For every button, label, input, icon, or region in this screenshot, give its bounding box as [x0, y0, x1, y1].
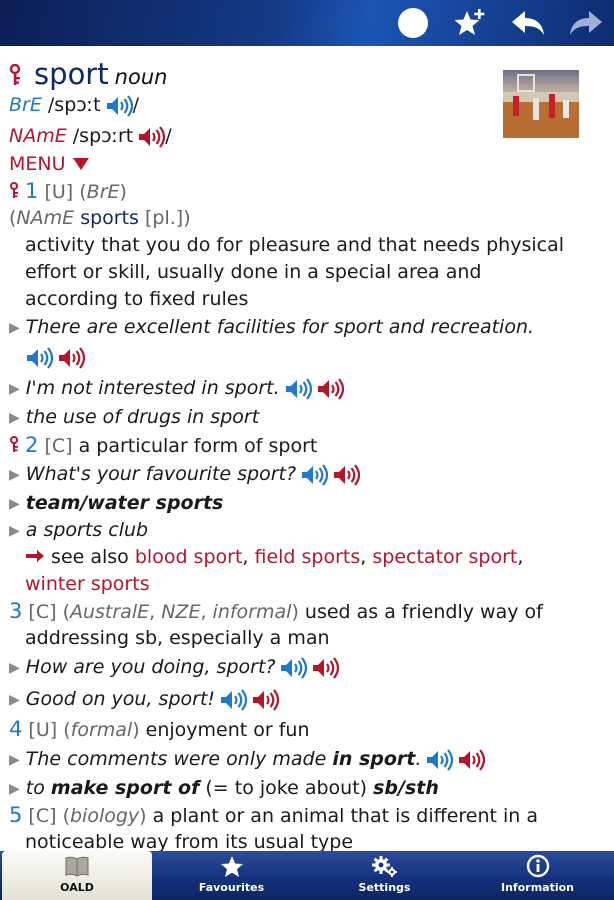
star-icon [220, 855, 244, 877]
cross-ref-link[interactable]: field sports [254, 546, 361, 568]
variant-form: sports [80, 207, 139, 229]
definition: enjoyment or fun [145, 719, 310, 741]
sense-4-header: 4 [U] (formal) enjoyment or fun [9, 717, 310, 741]
bre-label: BrE [9, 94, 42, 116]
see-also: see also blood sport, field sports, spectator sport, [25, 544, 523, 570]
triangle-right-icon: ▶ [9, 660, 20, 676]
example: ▶ I'm not interested in sport. [9, 375, 344, 403]
example: ▶ Good on you, sport! [9, 686, 279, 714]
tab-settings[interactable] [308, 851, 461, 900]
back-button[interactable] [510, 6, 546, 40]
see-also-cont [25, 571, 150, 597]
speaker-icon[interactable] [457, 749, 485, 771]
headword: sport [34, 57, 109, 91]
triangle-right-icon: ▶ [9, 410, 20, 426]
region-label: NZE [161, 601, 201, 623]
star-plus-icon [453, 7, 487, 39]
speaker-icon[interactable] [425, 749, 453, 771]
triangle-right-icon: ▶ [9, 381, 20, 397]
name-phonetic: /spɔːrt [72, 125, 134, 147]
british-pronunciation [9, 92, 139, 118]
toolbar [0, 0, 614, 46]
tab-favourites[interactable] [155, 851, 308, 900]
example: ▶ a sports club [9, 519, 149, 541]
sense-number: 5 [9, 803, 23, 827]
circle-button[interactable] [395, 6, 431, 40]
definition-line: noticeable way from its usual type [25, 831, 354, 851]
sense-number: 2 [25, 433, 39, 457]
definition-line: effort or skill, usually done in a special area and [25, 261, 482, 283]
speaker-icon[interactable] [251, 689, 279, 711]
grammar-code: [pl.] [145, 207, 184, 229]
arrow-right-icon [25, 549, 45, 563]
triangle-right-icon: ▶ [9, 523, 20, 539]
triangle-right-icon: ▶ [9, 320, 20, 336]
grammar-code: [C] [28, 601, 57, 623]
part-of-speech: noun [114, 65, 168, 89]
info-icon [526, 854, 550, 878]
triangle-right-icon: ▶ [9, 752, 20, 768]
example-audio [25, 344, 85, 370]
speaker-icon[interactable] [25, 347, 53, 369]
example: ▶ The comments were only made in sport. [9, 746, 485, 774]
definition-line: used as a friendly way of [304, 601, 543, 623]
speaker-icon[interactable] [300, 464, 328, 486]
grammar-code: [U] [44, 181, 74, 203]
forward-button[interactable] [568, 6, 604, 40]
sense-1-variant: (NAmE sports [pl.]) [9, 207, 191, 229]
bottom-tab-bar [0, 851, 614, 900]
gear-icon [371, 854, 399, 878]
tab-label: Settings [358, 881, 411, 894]
triangle-right-icon: ▶ [9, 692, 20, 708]
triangle-right-icon: ▶ [9, 781, 20, 797]
menu-toggle[interactable] [9, 151, 90, 177]
cross-ref-link[interactable]: spectator sport [372, 546, 518, 568]
register-label: informal [212, 601, 292, 623]
see-also-label: see also [51, 546, 129, 568]
grammar-code: [U] [28, 719, 58, 741]
grammar-code: [C] [44, 435, 73, 457]
key-icon [9, 182, 19, 199]
key-icon [9, 436, 19, 453]
sense-3-header: 3 [C] (AustralE, NZE, informal) used as a friendly way of [9, 599, 543, 623]
cross-ref-link[interactable]: winter sports [25, 573, 150, 595]
triangle-right-icon: ▶ [9, 496, 20, 512]
register-label: formal [70, 719, 133, 741]
key-icon [8, 64, 22, 86]
example: ▶ team/water sports [9, 492, 224, 514]
definition-line: addressing sb, especially a man [25, 627, 330, 649]
example: ▶ What's your favourite sport? [9, 461, 360, 489]
speaker-icon[interactable] [105, 95, 133, 117]
tab-label: Favourites [198, 881, 265, 894]
slash: / [132, 94, 139, 116]
circle-icon [398, 8, 428, 38]
headword-photo[interactable] [503, 70, 579, 138]
example: ▶ the use of drugs in sport [9, 406, 260, 428]
region-label: BrE [86, 181, 120, 203]
sense-number: 1 [25, 179, 39, 203]
speaker-icon[interactable] [137, 126, 165, 148]
speaker-icon[interactable] [332, 464, 360, 486]
tab-label: Information [501, 881, 574, 894]
sense-1-header: 1 [U] (BrE) [9, 178, 127, 205]
sense-number: 3 [9, 599, 23, 623]
definition-line: according to fixed rules [25, 288, 249, 310]
subject-label: biology [69, 805, 140, 827]
bre-phonetic: /spɔːt [47, 94, 101, 116]
name-label: NAmE [9, 125, 67, 147]
definition: a particular form of sport [78, 435, 318, 457]
triangle-right-icon: ▶ [9, 467, 20, 483]
headword-line [8, 56, 167, 96]
speaker-icon[interactable] [279, 657, 307, 679]
sense-5-header: 5 [C] (biology) a plant or an animal that is different in a [9, 803, 539, 827]
american-pronunciation [9, 123, 172, 149]
book-icon [64, 855, 90, 877]
cross-ref-link[interactable]: blood sport [134, 546, 243, 568]
sense-number: 4 [9, 717, 23, 741]
entry-content [0, 46, 614, 851]
tab-oald[interactable] [2, 851, 152, 900]
speaker-icon[interactable] [57, 347, 85, 369]
tab-information[interactable] [461, 851, 614, 900]
forward-arrow-icon [568, 8, 604, 38]
speaker-icon[interactable] [316, 378, 344, 400]
tab-label: OALD [60, 881, 94, 894]
example: ▶ How are you doing, sport? [9, 654, 339, 682]
slash: / [165, 125, 172, 147]
example: ▶ There are excellent facilities for sport and recreation. [9, 316, 535, 338]
region-label: AustralE [69, 601, 150, 623]
definition-line: a plant or an animal that is different in a [152, 805, 539, 827]
grammar-code: [C] [28, 805, 57, 827]
region-label: NAmE [16, 207, 75, 229]
definition-line: activity that you do for pleasure and that needs physical [25, 234, 564, 256]
speaker-icon[interactable] [284, 378, 312, 400]
add-favourite-button[interactable] [452, 6, 488, 40]
triangle-down-icon [72, 157, 90, 171]
sense-2-header [9, 432, 317, 459]
back-arrow-icon [510, 8, 546, 38]
speaker-icon[interactable] [311, 657, 339, 679]
example: ▶ to make sport of (= to joke about) sb/sth [9, 777, 439, 799]
speaker-icon[interactable] [219, 689, 247, 711]
menu-label: MENU [9, 153, 66, 175]
